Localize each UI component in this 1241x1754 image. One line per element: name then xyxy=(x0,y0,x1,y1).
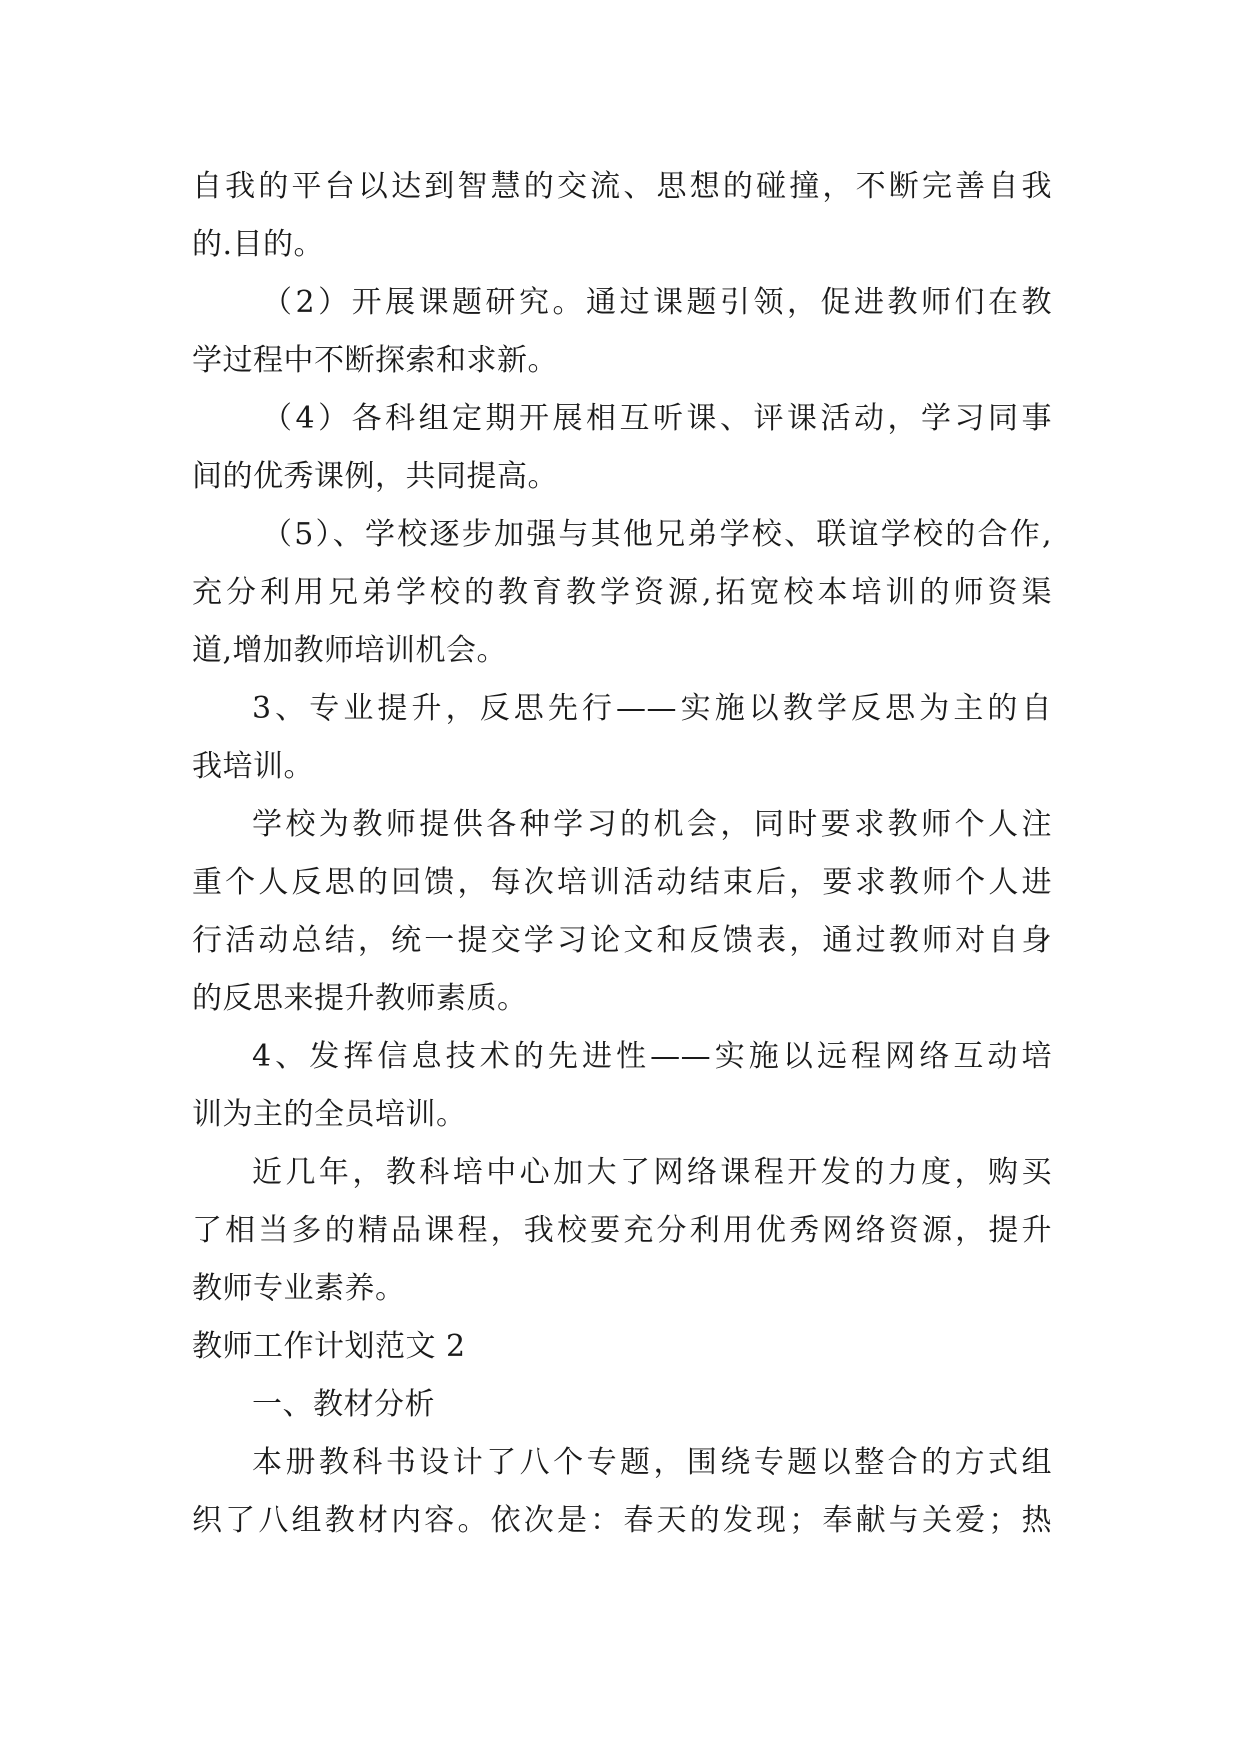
text-line: 织了八组教材内容。依次是：春天的发现；奉献与关爱；热 xyxy=(192,1503,1052,1538)
text-line: 行活动总结，统一提交学习论文和反馈表，通过教师对自身 xyxy=(192,923,1052,958)
text-line: 3、专业提升，反思先行——实施以教学反思为主的自 xyxy=(252,691,1052,726)
text-line: 4、发挥信息技术的先进性——实施以远程网络互动培 xyxy=(252,1039,1052,1074)
document-body xyxy=(192,158,1052,1550)
text-line: 间的优秀课例，共同提高。 xyxy=(192,459,558,494)
text-line: 道,增加教师培训机会。 xyxy=(192,633,508,668)
text-line: 的反思来提升教师素质。 xyxy=(192,981,528,1016)
subsection-heading: 一、教材分析 xyxy=(252,1387,435,1422)
text-line: 近几年，教科培中心加大了网络课程开发的力度，购买 xyxy=(252,1155,1052,1190)
text-line: 自我的平台以达到智慧的交流、思想的碰撞，不断完善自我 xyxy=(192,169,1052,204)
text-line: 充分利用兄弟学校的教育教学资源,拓宽校本培训的师资渠 xyxy=(192,575,1052,610)
text-line: 训为主的全员培训。 xyxy=(192,1097,467,1132)
text-line: 我培训。 xyxy=(192,749,314,784)
text-line: （2）开展课题研究。通过课题引领，促进教师们在教 xyxy=(262,285,1052,320)
text-line: 了相当多的精品课程，我校要充分利用优秀网络资源，提升 xyxy=(192,1213,1052,1248)
text-line: （5）、学校逐步加强与其他兄弟学校、联谊学校的合作, xyxy=(262,517,1052,552)
text-line: 重个人反思的回馈，每次培训活动结束后，要求教师个人进 xyxy=(192,865,1052,900)
section-heading: 教师工作计划范文 2 xyxy=(192,1329,466,1364)
text-line: 本册教科书设计了八个专题，围绕专题以整合的方式组 xyxy=(252,1445,1052,1480)
text-line: 学校为教师提供各种学习的机会，同时要求教师个人注 xyxy=(252,807,1052,842)
text-line: 学过程中不断探索和求新。 xyxy=(192,343,558,378)
text-line: （4）各科组定期开展相互听课、评课活动，学习同事 xyxy=(262,401,1052,436)
text-line: 的.目的。 xyxy=(192,227,325,262)
text-line: 教师专业素养。 xyxy=(192,1271,406,1306)
